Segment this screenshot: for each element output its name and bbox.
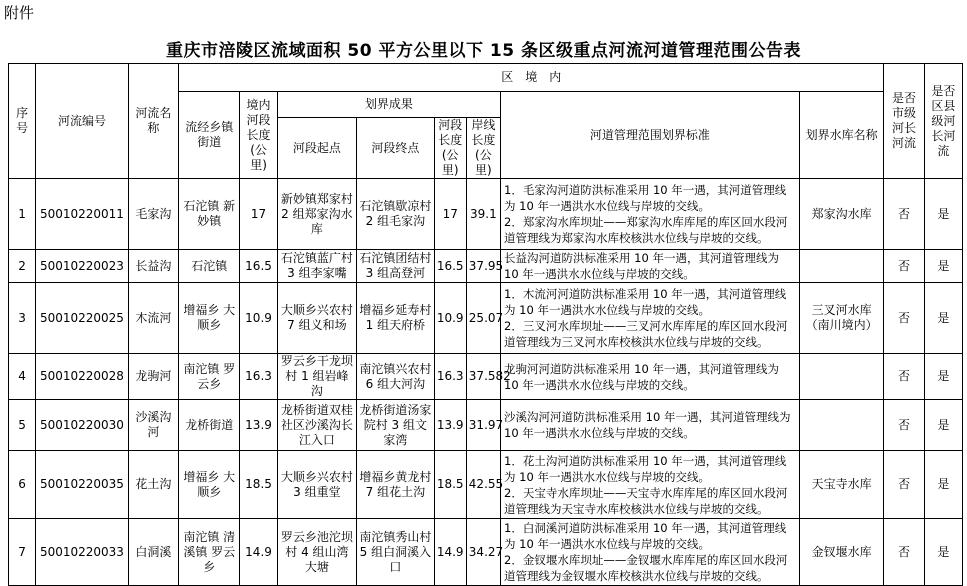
standard-paragraph: 1．毛家沟河道防洪标准采用 10 年一遇，其河道管理线为 10 年一遇洪水水位线与岸坡的交线。 [504, 183, 787, 213]
cell-end: 石沱镇歇凉村 2 组毛家沟 [357, 179, 434, 250]
cell-district-chief: 是 [924, 400, 962, 451]
cell-seg-len: 10.9 [434, 283, 466, 354]
cell-start: 石沱镇蓝广村 3 组李家嘴 [277, 250, 356, 283]
cell-length: 16.3 [240, 354, 277, 400]
cell-city-chief: 否 [884, 283, 924, 354]
cell-seg-len: 16.3 [434, 354, 466, 400]
cell-standard [501, 451, 800, 519]
cell-code: 50010220025 [36, 283, 129, 354]
cell-name: 花土沟 [128, 451, 178, 519]
cell-code: 50010220023 [36, 250, 129, 283]
cell-seg-len: 17 [434, 179, 466, 250]
standard-paragraph: 1．花土沟河道防洪标准采用 10 年一遇，其河道管理线为 10 年一遇洪水水位线与岸坡的交线。 [504, 453, 787, 484]
standard-paragraph: 2．三叉河水库坝址——三叉河水库库尾的库区回水段河道管理线为三叉河水库校核洪水位线与岸坡的交线。 [504, 319, 788, 349]
cell-code: 50010220028 [36, 354, 129, 400]
cell-start: 新妙镇郑家村 2 组郑家沟水库 [277, 179, 356, 250]
cell-length: 14.9 [240, 519, 277, 586]
cell-code: 50010220011 [36, 179, 129, 250]
header-district-chief: 是否区县级河长河流 [924, 64, 962, 179]
cell-end: 增福乡黄龙村 7 组花土沟 [357, 451, 434, 519]
cell-seg-len: 18.5 [434, 451, 466, 519]
cell-standard [501, 400, 800, 451]
attachment-label: 附件 [4, 4, 35, 22]
cell-seq: 3 [9, 283, 36, 354]
cell-district-chief: 是 [924, 451, 962, 519]
cell-towns: 石沱镇 新妙镇 [179, 179, 240, 250]
table-row [9, 519, 963, 586]
cell-reservoir [799, 354, 884, 400]
cell-bank-len: 34.27 [466, 519, 500, 586]
cell-seq: 5 [9, 400, 36, 451]
cell-bank-len: 31.97 [466, 400, 500, 451]
cell-bank-len: 42.55 [466, 451, 500, 519]
cell-seq: 2 [9, 250, 36, 283]
header-reservoir: 划界水库名称 [799, 92, 884, 179]
cell-reservoir [799, 250, 884, 283]
cell-district-chief: 是 [924, 250, 962, 283]
cell-seg-len: 13.9 [434, 400, 466, 451]
cell-end: 龙桥街道汤家院村 3 组文家湾 [357, 400, 434, 451]
cell-length: 10.9 [240, 283, 277, 354]
cell-city-chief: 否 [884, 519, 924, 586]
cell-end: 南沱镇兴农村 6 组大河沟 [357, 354, 434, 400]
standard-paragraph: 龙驹河河道防洪标准采用 10 年一遇，其河道管理线为 10 年一遇洪水水位线与岸坡的交线。 [504, 361, 779, 392]
standard-paragraph: 长益沟河道防洪标准采用 10 年一遇，其河道管理线为 10 年一遇洪水水位线与岸坡的交线。 [504, 251, 779, 281]
standard-paragraph: 2．天宝寺水库坝址——天宝寺水库库尾的库区回水段河道管理线为天宝寺水库校核洪水位线与岸坡的交线。 [504, 485, 788, 516]
header-seq: 序号 [9, 64, 36, 179]
header-bank-len: 岸线长度(公里) [466, 118, 500, 179]
header-seg-len: 河段长度(公里) [434, 118, 466, 179]
cell-reservoir: 郑家沟水库 [799, 179, 884, 250]
cell-standard [501, 250, 800, 283]
cell-bank-len: 25.07 [466, 283, 500, 354]
cell-start: 罗云乡池沱坝村 4 组山湾大塘 [277, 519, 356, 586]
standard-paragraph: 2．金钗堰水库坝址——金钗堰水库库尾的库区回水段河道管理线为金钗堰水库校核洪水位线与岸坡的交线。 [504, 553, 788, 583]
cell-towns: 南沱镇 清溪镇 罗云乡 [179, 519, 240, 586]
cell-start: 大顺乡兴农村 7 组义和场 [277, 283, 356, 354]
table-row [9, 451, 963, 519]
cell-district-chief: 是 [924, 283, 962, 354]
table-header [9, 64, 963, 179]
table-row [9, 250, 963, 283]
cell-towns: 南沱镇 罗云乡 [179, 354, 240, 400]
cell-standard [501, 519, 800, 586]
standard-paragraph: 1．白洞溪河道防洪标准采用 10 年一遇，其河道管理线为 10 年一遇洪水水位线与岸坡的交线。 [504, 521, 787, 551]
cell-towns: 石沱镇 [179, 250, 240, 283]
table-row [9, 179, 963, 250]
cell-district-chief: 是 [924, 354, 962, 400]
cell-seq: 4 [9, 354, 36, 400]
cell-towns: 增福乡 大顺乡 [179, 451, 240, 519]
cell-standard [501, 283, 800, 354]
header-end: 河段终点 [357, 118, 434, 179]
cell-reservoir [799, 400, 884, 451]
header-name: 河流名称 [128, 64, 178, 179]
cell-end: 石沱镇团结村 3 组高登河 [357, 250, 434, 283]
table-row [9, 283, 963, 354]
river-management-table [8, 63, 963, 586]
cell-name: 毛家沟 [128, 179, 178, 250]
cell-code: 50010220030 [36, 400, 129, 451]
cell-seq: 6 [9, 451, 36, 519]
page-title: 重庆市涪陵区流域面积 50 平方公里以下 15 条区级重点河流河道管理范围公告表 [166, 41, 801, 61]
header-code: 河流编号 [36, 64, 129, 179]
cell-seq: 7 [9, 519, 36, 586]
cell-city-chief: 否 [884, 354, 924, 400]
table-body [9, 179, 963, 586]
table-row [9, 354, 963, 400]
header-length: 境内河段长度(公里) [240, 92, 277, 179]
cell-reservoir: 三叉河水库（南川境内） [799, 283, 884, 354]
cell-length: 16.5 [240, 250, 277, 283]
cell-code: 50010220035 [36, 451, 129, 519]
cell-name: 长益沟 [128, 250, 178, 283]
standard-paragraph: 1．木流河河道防洪标准采用 10 年一遇，其河道管理线为 10 年一遇洪水水位线与岸坡的交线。 [504, 287, 787, 317]
standard-paragraph: 沙溪沟河河道防洪标准采用 10 年一遇，其河道管理线为 10 年一遇洪水水位线与岸坡的交线。 [504, 410, 791, 440]
cell-reservoir: 金钗堰水库 [799, 519, 884, 586]
cell-district-chief: 是 [924, 179, 962, 250]
cell-standard [501, 179, 800, 250]
cell-end: 增福乡延寿村 1 组天府桥 [357, 283, 434, 354]
standard-paragraph: 2．郑家沟水库坝址——郑家沟水库库尾的库区回水段河道管理线为郑家沟水库校核洪水位线与岸坡的交线。 [504, 215, 788, 245]
cell-name: 沙溪沟河 [128, 400, 178, 451]
cell-code: 50010220033 [36, 519, 129, 586]
cell-name: 白洞溪 [128, 519, 178, 586]
header-region: 区 境 内 [179, 64, 884, 92]
cell-city-chief: 否 [884, 250, 924, 283]
header-city-chief: 是否市级河长河流 [884, 64, 924, 179]
cell-towns: 龙桥街道 [179, 400, 240, 451]
cell-length: 17 [240, 179, 277, 250]
table-row [9, 400, 963, 451]
cell-start: 大顺乡兴农村 3 组重堂 [277, 451, 356, 519]
cell-end: 南沱镇秀山村 5 组白洞溪入口 [357, 519, 434, 586]
cell-seg-len: 16.5 [434, 250, 466, 283]
cell-length: 13.9 [240, 400, 277, 451]
cell-city-chief: 否 [884, 451, 924, 519]
header-start: 河段起点 [277, 118, 356, 179]
cell-start: 龙桥街道双桂社区沙溪沟长江入口 [277, 400, 356, 451]
header-towns: 流经乡镇街道 [179, 92, 240, 179]
header-boundary: 划界成果 [277, 92, 500, 118]
cell-district-chief: 是 [924, 519, 962, 586]
cell-reservoir: 天宝寺水库 [799, 451, 884, 519]
cell-seg-len: 14.9 [434, 519, 466, 586]
cell-towns: 增福乡 大顺乡 [179, 283, 240, 354]
cell-name: 木流河 [128, 283, 178, 354]
cell-seq: 1 [9, 179, 36, 250]
cell-city-chief: 否 [884, 179, 924, 250]
cell-start: 罗云乡干龙坝村 1 组岩峰沟 [277, 354, 356, 400]
cell-length: 18.5 [240, 451, 277, 519]
cell-bank-len: 39.1 [466, 179, 500, 250]
header-standard: 河道管理范围划界标准 [501, 92, 800, 179]
cell-bank-len: 37.582 [466, 354, 500, 400]
cell-name: 龙驹河 [128, 354, 178, 400]
cell-bank-len: 37.95 [466, 250, 500, 283]
cell-city-chief: 否 [884, 400, 924, 451]
cell-standard [501, 354, 800, 400]
